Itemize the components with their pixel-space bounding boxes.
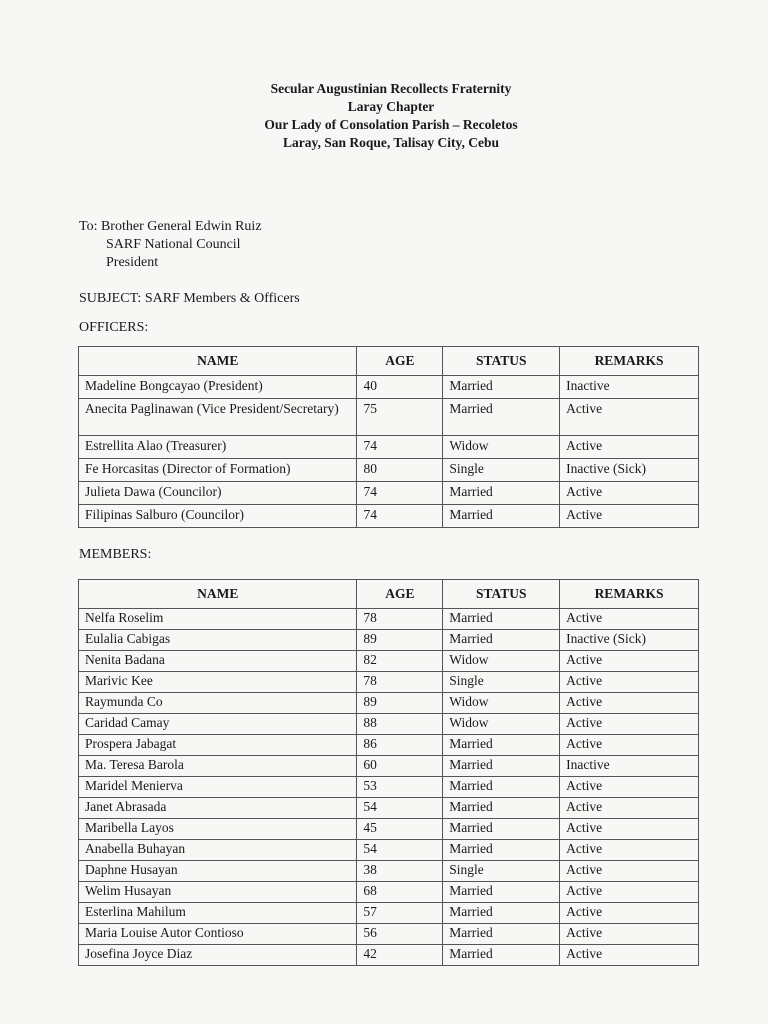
cell-name: Fe Horcasitas (Director of Formation) [79, 459, 357, 482]
cell-status: Single [443, 459, 560, 482]
chapter-name: Laray Chapter [347, 99, 435, 114]
cell-name: Maribella Layos [79, 819, 357, 840]
cell-remarks: Inactive [560, 376, 699, 399]
cell-age: 68 [357, 882, 443, 903]
cell-name: Esterlina Mahilum [79, 903, 357, 924]
cell-age: 74 [357, 505, 443, 528]
cell-age: 78 [357, 609, 443, 630]
table-row [79, 735, 699, 756]
table-row [79, 882, 699, 903]
parish-name: Our Lady of Consolation Parish – Recoletos [264, 117, 518, 132]
cell-age: 89 [357, 693, 443, 714]
address: Laray, San Roque, Talisay City, Cebu [282, 135, 500, 150]
cell-remarks: Active [560, 777, 699, 798]
table-row [79, 609, 699, 630]
cell-name: Nelfa Roselim [79, 609, 357, 630]
recipient-name: To: Brother General Edwin Ruiz [79, 219, 262, 234]
column-header-remarks: REMARKS [560, 580, 699, 609]
cell-age: 54 [357, 798, 443, 819]
cell-remarks: Active [560, 651, 699, 672]
cell-age: 86 [357, 735, 443, 756]
recipient-council: SARF National Council [106, 237, 241, 252]
table-row [79, 630, 699, 651]
cell-name: Julieta Dawa (Councilor) [79, 482, 357, 505]
column-header-remarks: REMARKS [560, 347, 699, 376]
cell-status: Married [443, 819, 560, 840]
cell-status: Widow [443, 651, 560, 672]
cell-name: Caridad Camay [79, 714, 357, 735]
cell-status: Married [443, 903, 560, 924]
cell-age: 82 [357, 651, 443, 672]
members-table [78, 579, 699, 966]
cell-remarks: Active [560, 903, 699, 924]
cell-status: Married [443, 945, 560, 966]
cell-name: Welim Husayan [79, 882, 357, 903]
cell-age: 42 [357, 945, 443, 966]
table-row [79, 861, 699, 882]
cell-age: 75 [357, 399, 443, 436]
cell-status: Married [443, 609, 560, 630]
table-row [79, 672, 699, 693]
cell-remarks: Active [560, 482, 699, 505]
organization-name: Secular Augustinian Recollects Fraternity [270, 81, 512, 96]
cell-name: Janet Abrasada [79, 798, 357, 819]
column-header-name: NAME [79, 580, 357, 609]
table-row [79, 651, 699, 672]
cell-remarks: Inactive (Sick) [560, 630, 699, 651]
column-header-age: AGE [357, 580, 443, 609]
cell-name: Nenita Badana [79, 651, 357, 672]
cell-name: Prospera Jabagat [79, 735, 357, 756]
cell-age: 40 [357, 376, 443, 399]
cell-status: Married [443, 376, 560, 399]
table-row [79, 482, 699, 505]
table-row [79, 436, 699, 459]
cell-status: Single [443, 861, 560, 882]
table-header-row [79, 580, 699, 609]
column-header-age: AGE [357, 347, 443, 376]
cell-age: 45 [357, 819, 443, 840]
cell-status: Married [443, 630, 560, 651]
column-header-status: STATUS [443, 347, 560, 376]
cell-remarks: Active [560, 819, 699, 840]
cell-remarks: Active [560, 924, 699, 945]
cell-status: Widow [443, 436, 560, 459]
cell-status: Married [443, 505, 560, 528]
cell-name: Anabella Buhayan [79, 840, 357, 861]
table-row [79, 903, 699, 924]
cell-age: 60 [357, 756, 443, 777]
cell-remarks: Active [560, 840, 699, 861]
cell-name: Maridel Menierva [79, 777, 357, 798]
cell-age: 38 [357, 861, 443, 882]
cell-remarks: Active [560, 882, 699, 903]
cell-status: Widow [443, 714, 560, 735]
table-row [79, 376, 699, 399]
subject-line: SUBJECT: SARF Members & Officers [79, 291, 300, 306]
cell-age: 78 [357, 672, 443, 693]
cell-remarks: Active [560, 945, 699, 966]
cell-remarks: Active [560, 714, 699, 735]
cell-name: Ma. Teresa Barola [79, 756, 357, 777]
cell-age: 80 [357, 459, 443, 482]
table-row [79, 399, 699, 436]
table-row [79, 798, 699, 819]
letterhead [0, 80, 768, 152]
cell-status: Married [443, 840, 560, 861]
cell-age: 57 [357, 903, 443, 924]
cell-age: 53 [357, 777, 443, 798]
cell-remarks: Inactive [560, 756, 699, 777]
cell-remarks: Inactive (Sick) [560, 459, 699, 482]
cell-status: Married [443, 735, 560, 756]
cell-status: Married [443, 482, 560, 505]
table-row [79, 924, 699, 945]
cell-name: Maria Louise Autor Contioso [79, 924, 357, 945]
cell-remarks: Active [560, 861, 699, 882]
cell-name: Madeline Bongcayao (President) [79, 376, 357, 399]
cell-status: Married [443, 399, 560, 436]
cell-remarks: Active [560, 399, 699, 436]
cell-status: Married [443, 882, 560, 903]
cell-status: Married [443, 798, 560, 819]
cell-age: 89 [357, 630, 443, 651]
table-row [79, 819, 699, 840]
cell-remarks: Active [560, 798, 699, 819]
table-row [79, 693, 699, 714]
table-row [79, 459, 699, 482]
cell-name: Daphne Husayan [79, 861, 357, 882]
cell-remarks: Active [560, 609, 699, 630]
table-row [79, 714, 699, 735]
table-row [79, 840, 699, 861]
cell-age: 88 [357, 714, 443, 735]
column-header-name: NAME [79, 347, 357, 376]
cell-status: Married [443, 756, 560, 777]
table-row [79, 756, 699, 777]
cell-remarks: Active [560, 505, 699, 528]
cell-remarks: Active [560, 735, 699, 756]
cell-name: Marivic Kee [79, 672, 357, 693]
cell-status: Widow [443, 693, 560, 714]
column-header-status: STATUS [443, 580, 560, 609]
members-heading: MEMBERS: [79, 547, 152, 562]
cell-status: Married [443, 777, 560, 798]
recipient-title: President [106, 255, 159, 270]
cell-name: Raymunda Co [79, 693, 357, 714]
table-header-row [79, 347, 699, 376]
cell-name: Anecita Paglinawan (Vice President/Secretary) [79, 399, 357, 436]
cell-name: Eulalia Cabigas [79, 630, 357, 651]
cell-status: Married [443, 924, 560, 945]
cell-name: Filipinas Salburo (Councilor) [79, 505, 357, 528]
cell-age: 54 [357, 840, 443, 861]
officers-table [78, 346, 699, 528]
officers-heading: OFFICERS: [79, 320, 149, 335]
cell-remarks: Active [560, 672, 699, 693]
cell-age: 74 [357, 436, 443, 459]
cell-name: Estrellita Alao (Treasurer) [79, 436, 357, 459]
table-row [79, 505, 699, 528]
table-row [79, 777, 699, 798]
cell-age: 56 [357, 924, 443, 945]
cell-name: Josefina Joyce Diaz [79, 945, 357, 966]
recipient-block [79, 218, 262, 272]
cell-status: Single [443, 672, 560, 693]
cell-age: 74 [357, 482, 443, 505]
cell-remarks: Active [560, 436, 699, 459]
table-row [79, 945, 699, 966]
cell-remarks: Active [560, 693, 699, 714]
